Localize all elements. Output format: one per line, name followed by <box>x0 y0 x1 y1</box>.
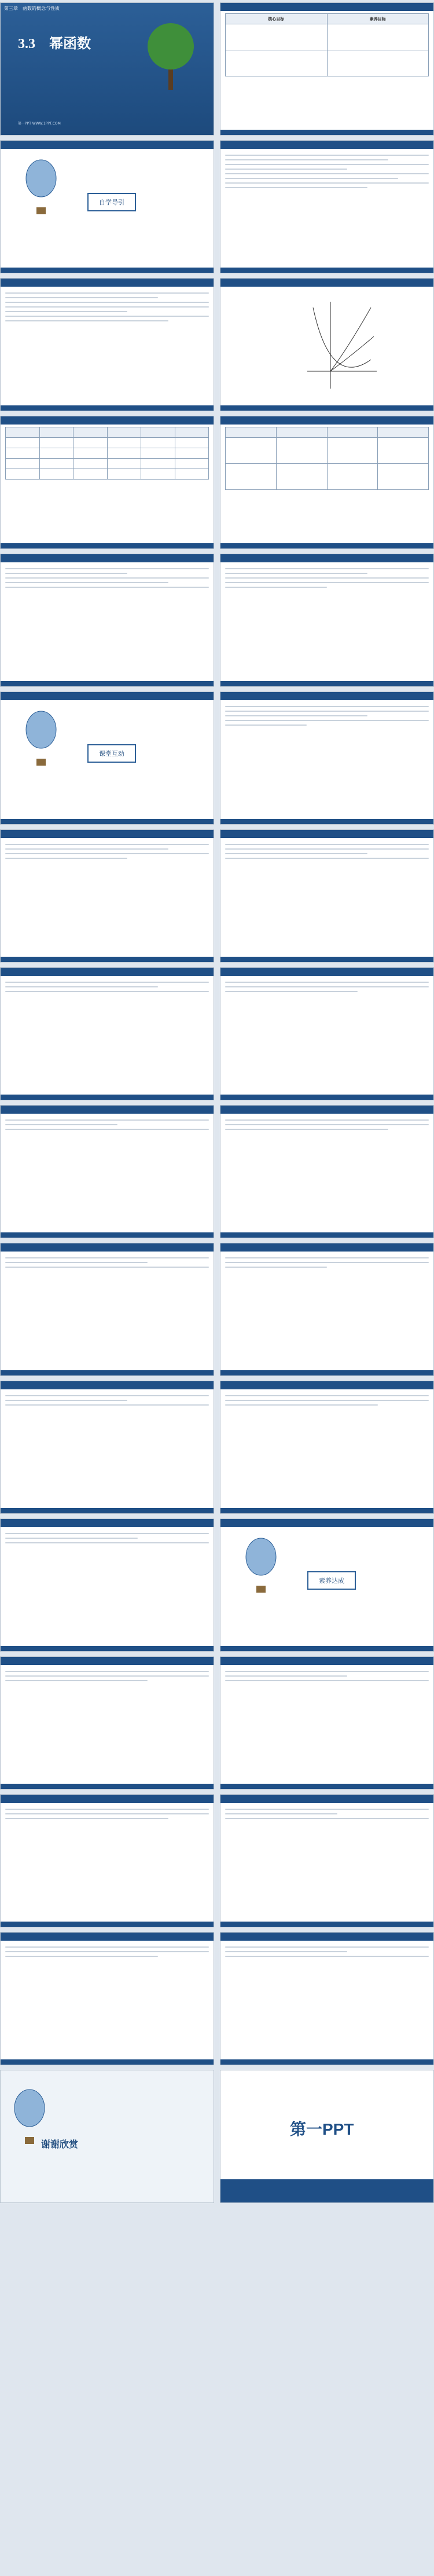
content-slide <box>220 1243 434 1376</box>
slide-header <box>1 141 214 149</box>
content-slide <box>0 1656 214 1790</box>
table-slide <box>220 416 434 549</box>
balloon-icon <box>244 1536 278 1600</box>
section-label: 课堂互动 <box>87 744 136 763</box>
content-slide <box>0 1518 214 1652</box>
balloon-icon <box>24 158 58 222</box>
slide-header <box>220 554 433 562</box>
slide-header <box>1 416 214 425</box>
self-study-slide <box>0 140 214 273</box>
objectives-table <box>225 13 429 76</box>
brand-logo: 第一PPT <box>290 2120 354 2138</box>
content-slide <box>0 1794 214 1927</box>
content-slide <box>220 140 434 273</box>
content-slide <box>0 1243 214 1376</box>
graph-slide <box>220 278 434 411</box>
thanks-text: 谢谢欣赏 <box>41 2140 79 2150</box>
slide-header <box>220 416 433 425</box>
content-slide <box>220 554 434 687</box>
objectives-slide <box>220 2 434 136</box>
slide-header <box>220 141 433 149</box>
chapter-label: 第三章 函数的概念与性质 <box>4 6 60 11</box>
slide-header <box>220 3 433 11</box>
content-slide <box>0 278 214 411</box>
properties-table <box>5 427 209 480</box>
table-slide <box>0 416 214 549</box>
achievement-slide <box>220 1518 434 1652</box>
slide-header <box>1 554 214 562</box>
brand-slide <box>220 2070 434 2203</box>
content-slide <box>0 967 214 1100</box>
content-slide <box>220 691 434 825</box>
content-slide <box>220 1932 434 2065</box>
content-slide <box>220 829 434 963</box>
interaction-slide <box>0 691 214 825</box>
properties-table <box>225 427 429 490</box>
balloon-icon <box>24 709 58 773</box>
content-slide <box>220 1381 434 1514</box>
content-slide <box>0 1932 214 2065</box>
section-label: 自学导引 <box>87 193 136 211</box>
site-text: 第一PPT WWW.1PPT.COM <box>18 122 61 126</box>
title-slide <box>0 2 214 136</box>
content-slide <box>220 1656 434 1790</box>
slide-header <box>1 692 214 700</box>
section-label: 素养达成 <box>307 1571 356 1590</box>
thanks-slide <box>0 2070 214 2203</box>
content-slide <box>0 554 214 687</box>
slide-header <box>220 279 433 287</box>
table-header: 素养目标 <box>327 14 429 24</box>
content-slide <box>0 1381 214 1514</box>
tree-icon <box>142 20 200 90</box>
content-slide <box>0 1105 214 1238</box>
table-header: 核心目标 <box>226 14 328 24</box>
brand-bar <box>220 2179 433 2202</box>
content-slide <box>220 1105 434 1238</box>
slide-header <box>1 279 214 287</box>
power-function-graph <box>307 302 377 389</box>
content-slide <box>220 967 434 1100</box>
slide-header <box>220 692 433 700</box>
lesson-title: 3.3 幂函数 <box>18 36 91 52</box>
content-slide <box>0 829 214 963</box>
content-slide <box>220 1794 434 1927</box>
